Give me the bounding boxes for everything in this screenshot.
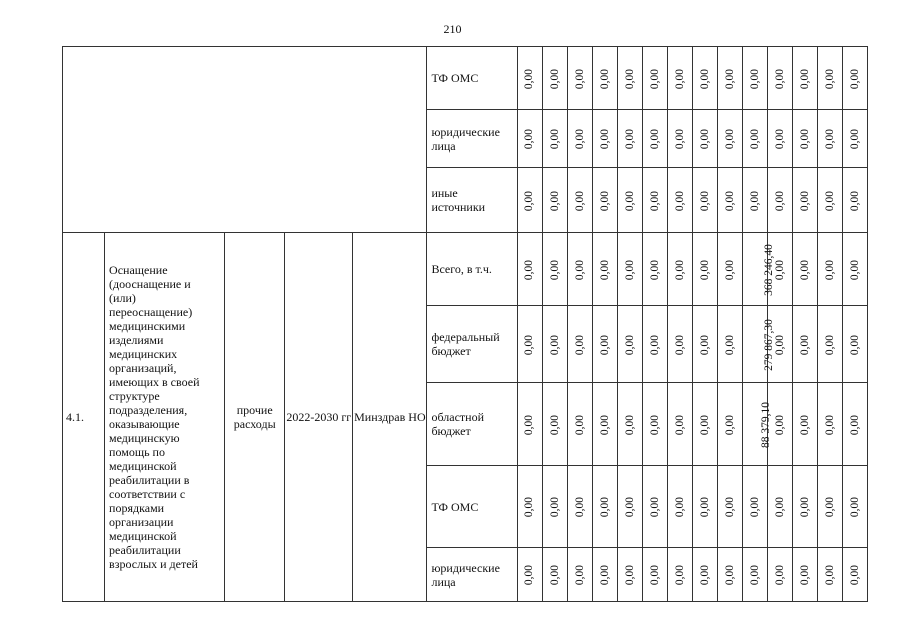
- value-text: 0,00: [548, 259, 561, 280]
- value-text: 0,00: [698, 414, 711, 435]
- value-cell: [742, 47, 767, 110]
- value-text: 0,00: [848, 128, 861, 150]
- value-text: 0,00: [773, 334, 786, 355]
- value-text: 0,00: [623, 68, 636, 89]
- value-cell: [592, 548, 617, 602]
- value-cell: [667, 548, 692, 602]
- value-text: 0,00: [673, 496, 686, 518]
- value-cell: [617, 233, 642, 306]
- value-cell: [542, 383, 567, 466]
- value-text: 0,00: [798, 414, 811, 435]
- value-text: 0,00: [673, 414, 686, 435]
- period: 2022-2030 гг: [285, 233, 353, 602]
- funding-source-label: юридические лица: [427, 548, 517, 602]
- value-cell: [767, 548, 792, 602]
- value-cell: [567, 466, 592, 548]
- value-cell: [642, 466, 667, 548]
- value-text: 0,00: [598, 414, 611, 435]
- table-row: [63, 47, 868, 110]
- value-cell: [517, 306, 542, 383]
- value-cell: [617, 548, 642, 602]
- value-cell: [717, 466, 742, 548]
- expense-type: прочие расходы: [225, 233, 285, 602]
- value-text: 0,00: [798, 334, 811, 355]
- value-text: 0,00: [823, 259, 836, 280]
- value-cell: [542, 466, 567, 548]
- table-row: [63, 233, 868, 306]
- value-text: 0,00: [823, 564, 836, 586]
- value-cell: [742, 548, 767, 602]
- value-text: 0,00: [698, 496, 711, 518]
- value-text: 0,00: [823, 68, 836, 89]
- value-cell: [792, 466, 817, 548]
- value-text: 0,00: [748, 128, 761, 150]
- value-text: 0,00: [848, 68, 861, 89]
- value-text: 0,00: [648, 496, 661, 518]
- value-text: 0,00: [698, 259, 711, 280]
- value-text: 0,00: [798, 128, 811, 150]
- value-cell: [667, 110, 692, 168]
- value-text: 0,00: [598, 496, 611, 518]
- value-cell: [567, 548, 592, 602]
- value-cell: [617, 168, 642, 233]
- value-text: 0,00: [623, 496, 636, 518]
- value-text: 0,00: [698, 334, 711, 355]
- value-cell: [617, 47, 642, 110]
- value-text: 0,00: [698, 190, 711, 211]
- value-text: 0,00: [623, 128, 636, 150]
- value-text: 0,00: [698, 128, 711, 150]
- funding-source-label: федеральный бюджет: [427, 306, 517, 383]
- value-cell: [842, 548, 867, 602]
- value-text: 0,00: [773, 68, 786, 89]
- value-text: 0,00: [723, 334, 736, 355]
- item-number: 4.1.: [63, 233, 105, 602]
- value-text: 368 246,40: [762, 243, 775, 296]
- value-cell: [667, 383, 692, 466]
- value-cell: [592, 233, 617, 306]
- value-cell: [767, 466, 792, 548]
- value-text: 279 867,30: [762, 318, 775, 371]
- value-cell: [742, 233, 775, 306]
- value-text: 0,00: [623, 334, 636, 355]
- value-text: 0,00: [523, 564, 536, 586]
- page-number: 210: [443, 22, 462, 36]
- funding-source-label: ТФ ОМС: [427, 466, 517, 548]
- value-cell: [817, 110, 842, 168]
- value-cell: [742, 466, 767, 548]
- value-text: 0,00: [673, 564, 686, 586]
- value-text: 0,00: [848, 496, 861, 518]
- value-cell: [842, 168, 867, 233]
- value-text: 0,00: [523, 414, 536, 435]
- value-cell: [792, 47, 817, 110]
- value-cell: [567, 110, 592, 168]
- value-text: 0,00: [673, 334, 686, 355]
- value-text: 0,00: [573, 190, 586, 211]
- value-cell: [667, 168, 692, 233]
- value-text: 0,00: [673, 68, 686, 89]
- value-text: 0,00: [673, 190, 686, 211]
- value-cell: [592, 466, 617, 548]
- value-text: 0,00: [848, 190, 861, 211]
- value-cell: [592, 306, 617, 383]
- value-text: 0,00: [548, 68, 561, 89]
- value-cell: [642, 233, 667, 306]
- value-cell: [842, 110, 867, 168]
- value-cell: [817, 233, 842, 306]
- value-text: 0,00: [523, 334, 536, 355]
- value-text: 0,00: [648, 414, 661, 435]
- value-text: 0,00: [773, 564, 786, 586]
- value-cell: [617, 306, 642, 383]
- value-text: 0,00: [548, 414, 561, 435]
- value-cell: [717, 47, 742, 110]
- value-cell: [642, 110, 667, 168]
- value-text: 0,00: [848, 334, 861, 355]
- value-text: 0,00: [548, 334, 561, 355]
- value-text: 0,00: [748, 496, 761, 518]
- value-cell: [667, 466, 692, 548]
- value-text: 0,00: [823, 496, 836, 518]
- value-cell: [792, 110, 817, 168]
- value-cell: [517, 168, 542, 233]
- value-cell: [717, 306, 742, 383]
- value-cell: [842, 47, 867, 110]
- value-cell: [667, 306, 692, 383]
- value-cell: [517, 110, 542, 168]
- value-text: 0,00: [748, 190, 761, 211]
- value-cell: [542, 233, 567, 306]
- value-cell: [617, 383, 642, 466]
- value-text: 0,00: [573, 128, 586, 150]
- funding-source-label: областной бюджет: [427, 383, 517, 466]
- value-text: 0,00: [773, 414, 786, 435]
- value-cell: [742, 110, 767, 168]
- value-text: 0,00: [573, 259, 586, 280]
- value-cell: [717, 383, 742, 466]
- value-text: 0,00: [773, 190, 786, 211]
- value-cell: [767, 110, 792, 168]
- value-text: 0,00: [723, 190, 736, 211]
- value-cell: [542, 47, 567, 110]
- value-cell: [642, 47, 667, 110]
- value-cell: [792, 548, 817, 602]
- value-text: 0,00: [573, 334, 586, 355]
- value-text: 0,00: [648, 68, 661, 89]
- value-cell: [692, 168, 717, 233]
- value-cell: [567, 306, 592, 383]
- value-text: 0,00: [648, 564, 661, 586]
- value-text: 0,00: [798, 68, 811, 89]
- value-text: 88 379,10: [759, 401, 772, 448]
- item-title: Оснащение (дооснащение и (или) переоснащение) медицинскими изделиями медицинских организаций, имеющих в своей структуре подразделения, оказывающие медицинскую помощь по медицинской реабилитации в соответствии с порядками организации медицинской реабилитации взрослых и детей: [105, 233, 225, 602]
- value-text: 0,00: [798, 259, 811, 280]
- value-cell: [692, 47, 717, 110]
- value-text: 0,00: [648, 259, 661, 280]
- value-cell: [642, 383, 667, 466]
- value-text: 0,00: [598, 68, 611, 89]
- value-cell: [767, 168, 792, 233]
- value-cell: [517, 383, 542, 466]
- value-text: 0,00: [623, 414, 636, 435]
- value-cell: [542, 110, 567, 168]
- value-text: 0,00: [798, 496, 811, 518]
- value-cell: [717, 110, 742, 168]
- value-text: 0,00: [523, 190, 536, 211]
- value-text: 0,00: [823, 190, 836, 211]
- value-text: 0,00: [523, 259, 536, 280]
- value-text: 0,00: [623, 190, 636, 211]
- value-cell: [717, 168, 742, 233]
- value-text: 0,00: [698, 564, 711, 586]
- value-cell: [567, 47, 592, 110]
- value-cell: [792, 383, 817, 466]
- value-cell: [667, 233, 692, 306]
- value-cell: [717, 548, 742, 602]
- funding-table: [62, 46, 868, 602]
- value-cell: [767, 47, 792, 110]
- value-text: 0,00: [773, 496, 786, 518]
- value-cell: [692, 110, 717, 168]
- value-text: 0,00: [848, 414, 861, 435]
- value-text: 0,00: [523, 68, 536, 89]
- value-text: 0,00: [773, 128, 786, 150]
- value-cell: [817, 383, 842, 466]
- value-cell: [717, 233, 742, 306]
- value-text: 0,00: [748, 564, 761, 586]
- funding-source-label: юридические лица: [427, 110, 517, 168]
- value-text: 0,00: [698, 68, 711, 89]
- value-cell: [692, 548, 717, 602]
- value-cell: [842, 383, 867, 466]
- value-cell: [517, 233, 542, 306]
- value-cell: [817, 306, 842, 383]
- value-text: 0,00: [723, 414, 736, 435]
- value-text: 0,00: [723, 68, 736, 89]
- value-text: 0,00: [648, 128, 661, 150]
- value-cell: [842, 306, 867, 383]
- value-text: 0,00: [623, 259, 636, 280]
- value-text: 0,00: [623, 564, 636, 586]
- value-cell: [617, 466, 642, 548]
- value-cell: [792, 233, 817, 306]
- value-text: 0,00: [573, 564, 586, 586]
- value-cell: [642, 306, 667, 383]
- value-text: 0,00: [798, 564, 811, 586]
- value-text: 0,00: [823, 128, 836, 150]
- value-cell: [517, 548, 542, 602]
- value-text: 0,00: [723, 128, 736, 150]
- value-cell: [592, 168, 617, 233]
- funding-source-label: ТФ ОМС: [427, 47, 517, 110]
- value-cell: [567, 168, 592, 233]
- funding-source-label: Всего, в т.ч.: [427, 233, 517, 306]
- value-text: 0,00: [598, 259, 611, 280]
- value-cell: [692, 466, 717, 548]
- executor: Минздрав НО: [353, 233, 427, 602]
- value-cell: [692, 306, 717, 383]
- value-text: 0,00: [573, 68, 586, 89]
- value-text: 0,00: [823, 414, 836, 435]
- value-cell: [817, 47, 842, 110]
- value-text: 0,00: [723, 259, 736, 280]
- value-cell: [642, 548, 667, 602]
- value-text: 0,00: [673, 259, 686, 280]
- value-cell: [817, 548, 842, 602]
- value-text: 0,00: [548, 564, 561, 586]
- value-text: 0,00: [598, 564, 611, 586]
- value-cell: [692, 383, 717, 466]
- value-cell: [542, 548, 567, 602]
- funding-source-label: иные источники: [427, 168, 517, 233]
- value-text: 0,00: [598, 128, 611, 150]
- value-cell: [792, 306, 817, 383]
- value-text: 0,00: [848, 564, 861, 586]
- value-text: 0,00: [798, 190, 811, 211]
- value-cell: [667, 47, 692, 110]
- value-text: 0,00: [573, 414, 586, 435]
- value-cell: [567, 233, 592, 306]
- value-text: 0,00: [848, 259, 861, 280]
- value-cell: [817, 466, 842, 548]
- value-cell: [517, 47, 542, 110]
- value-text: 0,00: [548, 496, 561, 518]
- value-text: 0,00: [598, 190, 611, 211]
- value-cell: [842, 233, 867, 306]
- value-cell: [817, 168, 842, 233]
- value-text: 0,00: [723, 564, 736, 586]
- value-cell: [742, 383, 772, 466]
- value-text: 0,00: [648, 190, 661, 211]
- value-text: 0,00: [823, 334, 836, 355]
- value-text: 0,00: [598, 334, 611, 355]
- value-text: 0,00: [748, 68, 761, 89]
- value-cell: [642, 168, 667, 233]
- value-text: 0,00: [548, 128, 561, 150]
- value-cell: [842, 466, 867, 548]
- value-cell: [567, 383, 592, 466]
- value-cell: [792, 168, 817, 233]
- value-text: 0,00: [523, 496, 536, 518]
- value-cell: [542, 306, 567, 383]
- value-cell: [592, 383, 617, 466]
- value-text: 0,00: [773, 259, 786, 280]
- value-cell: [592, 110, 617, 168]
- value-text: 0,00: [573, 496, 586, 518]
- value-text: 0,00: [523, 128, 536, 150]
- value-cell: [742, 168, 767, 233]
- value-cell: [617, 110, 642, 168]
- value-cell: [517, 466, 542, 548]
- value-cell: [592, 47, 617, 110]
- value-cell: [742, 306, 775, 383]
- value-text: 0,00: [548, 190, 561, 211]
- empty-merged-cell: [63, 47, 427, 233]
- value-cell: [542, 168, 567, 233]
- value-text: 0,00: [648, 334, 661, 355]
- value-text: 0,00: [673, 128, 686, 150]
- value-text: 0,00: [723, 496, 736, 518]
- value-cell: [692, 233, 717, 306]
